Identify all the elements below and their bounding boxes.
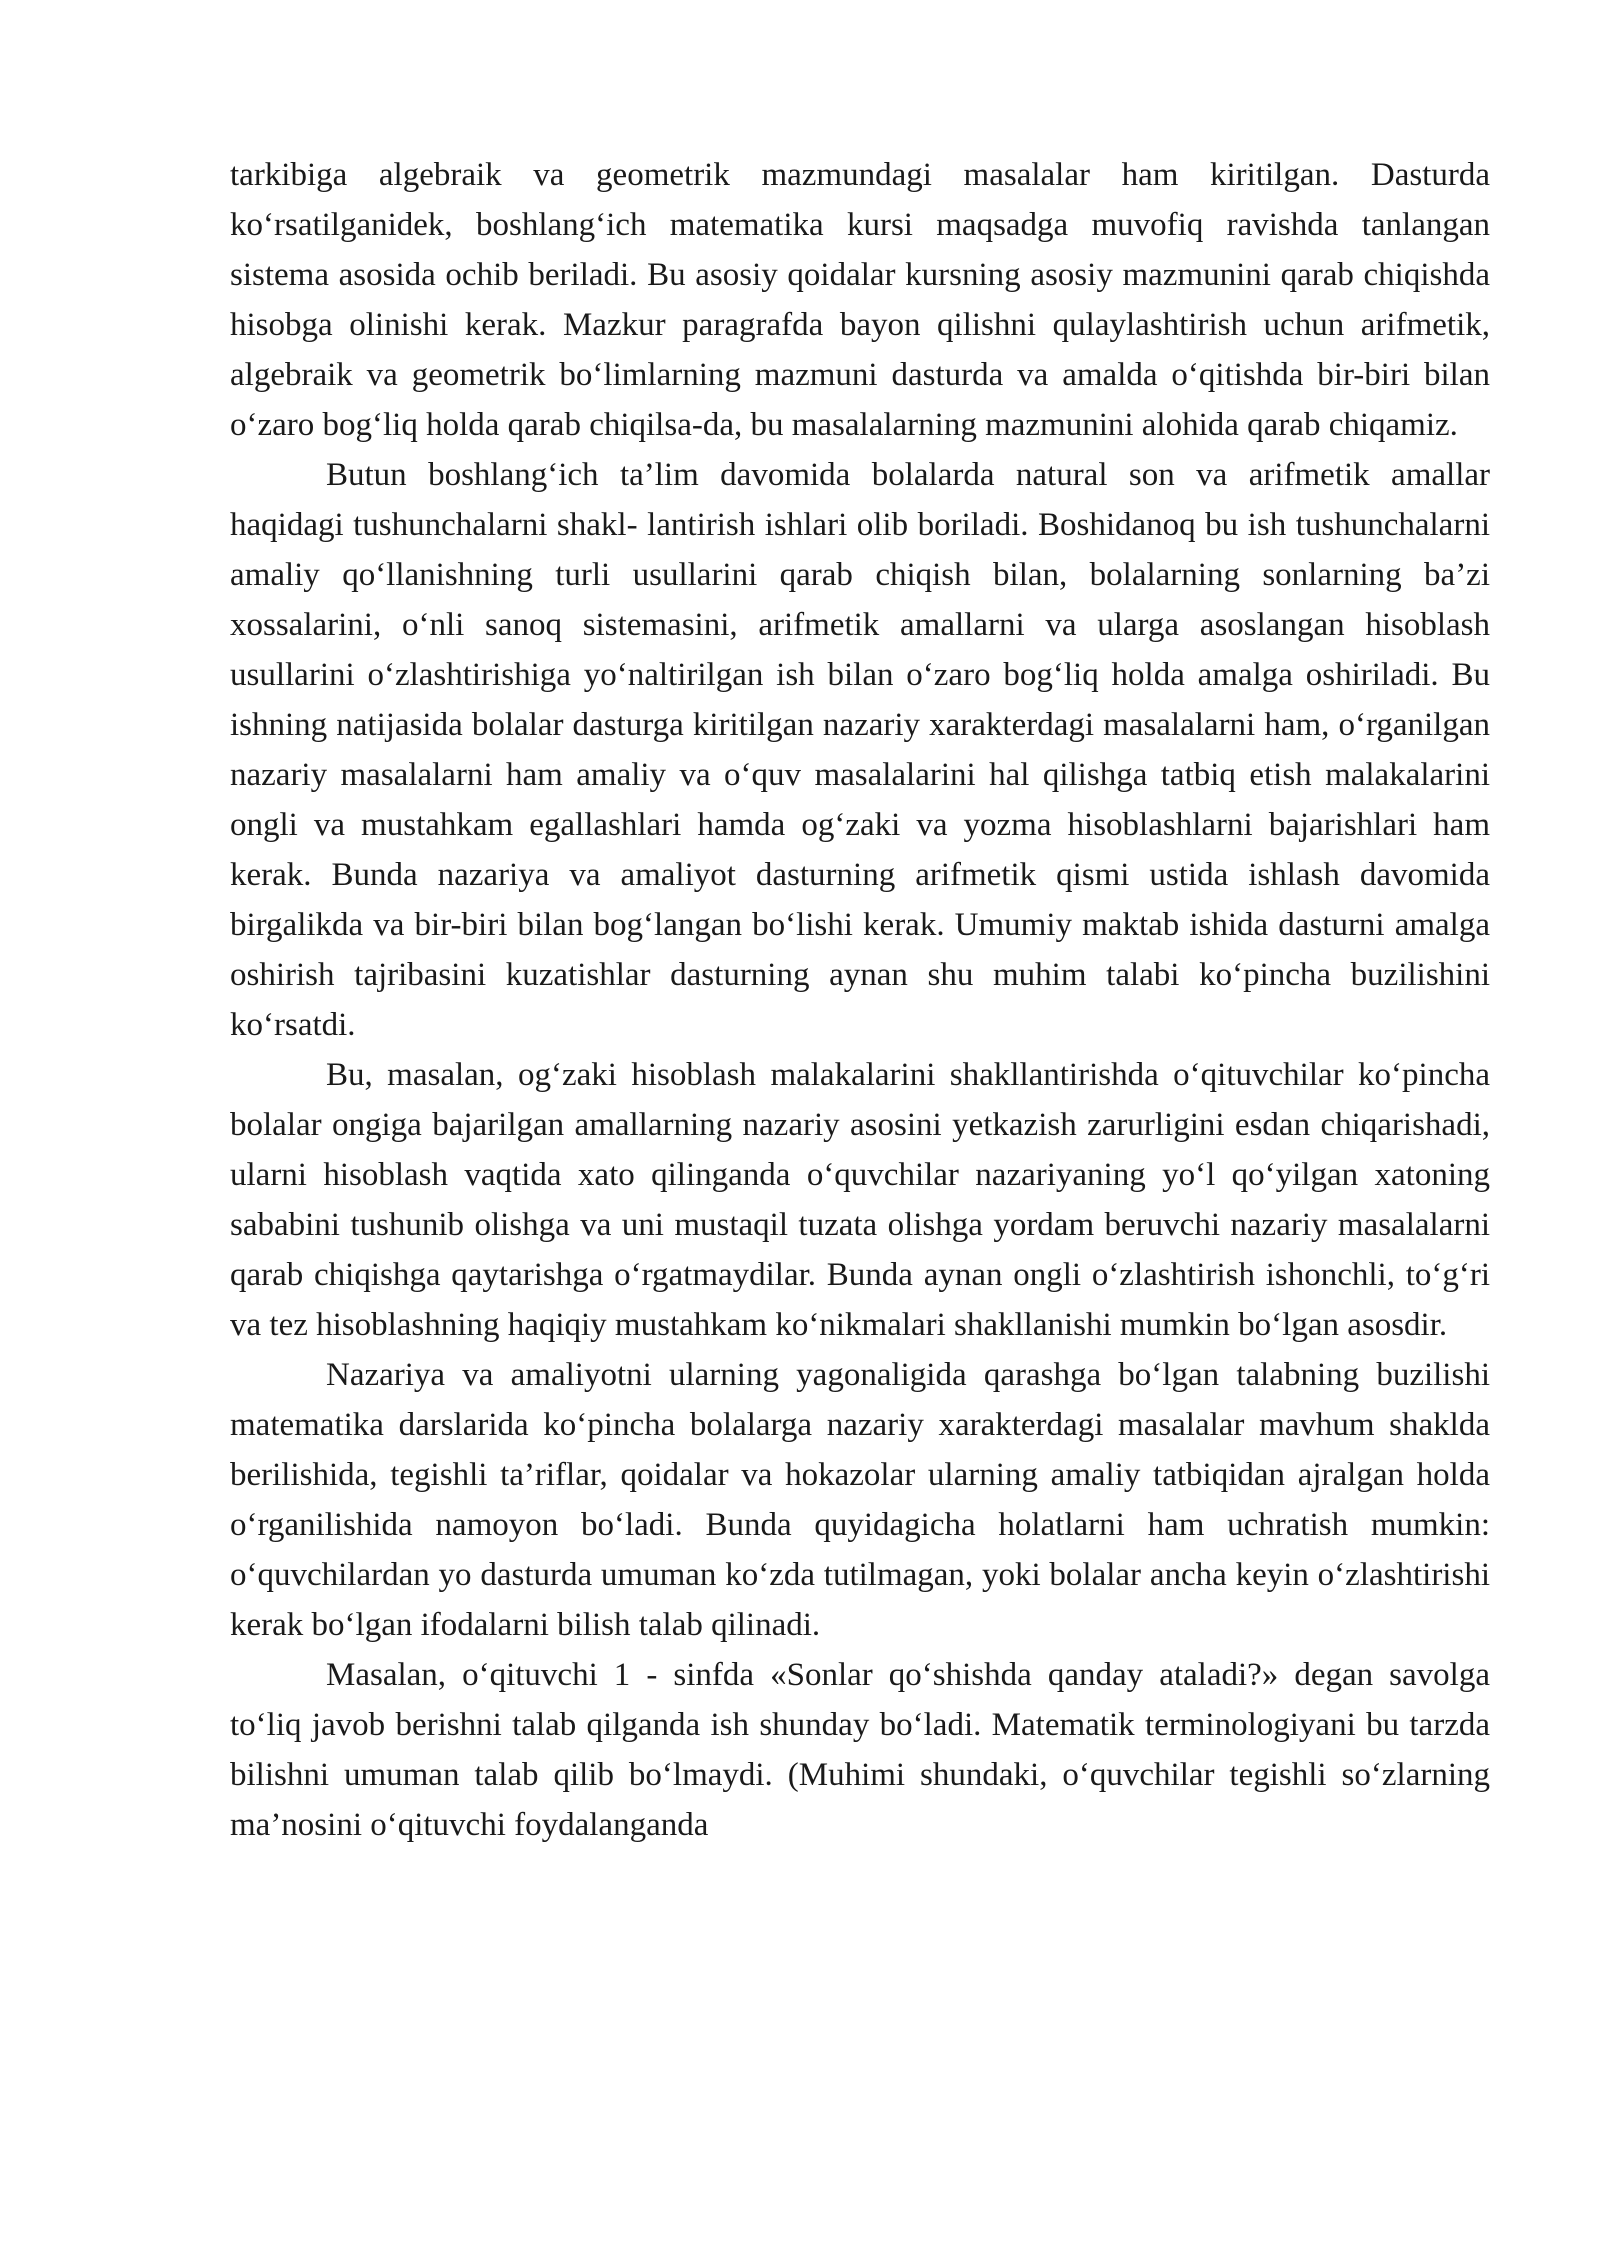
paragraph-continuation: tarkibiga algebraik va geometrik mazmundagi masalalar ham kiritilgan. Dasturda ko‘rsatilganidek, boshlang‘ich matematika kursi maqsadga muvofiq ravishda tanlangan sistema asosida ochib beriladi. Bu asosiy qoidalar kursning asosiy mazmunini qarab chiqishda hisobga olinishi kerak. Mazkur paragrafda bayon qilishni qulaylashtirish uchun arifmetik, algebraik va geometrik bo‘limlarning mazmuni dasturda va amalda o‘qitishda bir-biri bilan o‘zaro bog‘liq holda qarab chiqilsa-da, bu masalalarning mazmunini alohida qarab chiqamiz. xyxy=(230,157,1490,443)
paragraph-natural-numbers: Butun boshlang‘ich ta’lim davomida bolalarda natural son va arifmetik amallar haqidagi tushunchalarni shakl- lantirish ishlari olib boriladi. Boshidanoq bu ish tushunchalarni amaliy qo‘llanishning turli usullarini qarab chiqish bilan, bolalarning sonlarning ba’zi xossalarini, o‘nli sanoq sistemasini, arifmetik amallarni va ularga asoslangan hisoblash usullarini o‘zlashtirishiga yo‘naltirilgan ish bilan o‘zaro bog‘liq holda amalga oshiriladi. Bu ishning natijasida bolalar dasturga kiritilgan nazariy xarakterdagi masalalarni ham, o‘rganilgan nazariy masalalarni ham amaliy va o‘quv masalalarini hal qilishga tatbiq etish malakalarini ongli va mustahkam egallashlari hamda og‘zaki va yozma hisoblashlarni bajarishlari ham kerak. Bunda nazariya va amaliyot dasturning arifmetik qismi ustida ishlash davomida birgalikda va bir-biri bilan bog‘langan bo‘lishi kerak. Umumiy maktab ishida dasturni amalga oshirish tajribasini kuzatishlar dasturning aynan shu muhim talabi ko‘pincha buzilishini ko‘rsatdi. xyxy=(230,457,1490,1043)
paragraph-oral-calculation: Bu, masalan, og‘zaki hisoblash malakalarini shakllantirishda o‘qituvchilar ko‘pincha bolalar ongiga bajarilgan amallarning nazariy asosini yetkazish zarurligini esdan chiqarishadi, ularni hisoblash vaqtida xato qilinganda o‘quvchilar nazariyaning yo‘l qo‘yilgan xatoning sababini tushunib olishga va uni mustaqil tuzata olishga yordam beruvchi nazariy masalalarni qarab chiqishga qaytarishga o‘rgatmaydilar. Bunda aynan ongli o‘zlashtirish ishonchli, to‘g‘ri va tez hisoblashning haqiqiy mustahkam ko‘nikmalari shakllanishi mumkin bo‘lgan asosdir. xyxy=(230,1057,1490,1343)
document-page xyxy=(230,150,1490,1850)
paragraph-example: Masalan, o‘qituvchi 1 - sinfda «Sonlar qo‘shishda qanday ataladi?» degan savolga to‘liq javob berishni talab qilganda ish shunday bo‘ladi. Matematik terminologiyani bu tarzda bilishni umuman talab qilib bo‘lmaydi. (Muhimi shundaki, o‘quvchilar tegishli so‘zlarning ma’nosini o‘qituvchi foydalanganda xyxy=(230,1657,1490,1843)
paragraph-theory-practice: Nazariya va amaliyotni ularning yagonaligida qarashga bo‘lgan talabning buzilishi matematika darslarida ko‘pincha bolalarga nazariy xarakterdagi masalalar mavhum shaklda berilishida, tegishli ta’riflar, qoidalar va hokazolar ularning amaliy tatbiqidan ajralgan holda o‘rganilishida namoyon bo‘ladi. Bunda quyidagicha holatlarni ham uchratish mumkin: o‘quvchilardan yo dasturda umuman ko‘zda tutilmagan, yoki bolalar ancha keyin o‘zlashtirishi kerak bo‘lgan ifodalarni bilish talab qilinadi. xyxy=(230,1357,1490,1643)
